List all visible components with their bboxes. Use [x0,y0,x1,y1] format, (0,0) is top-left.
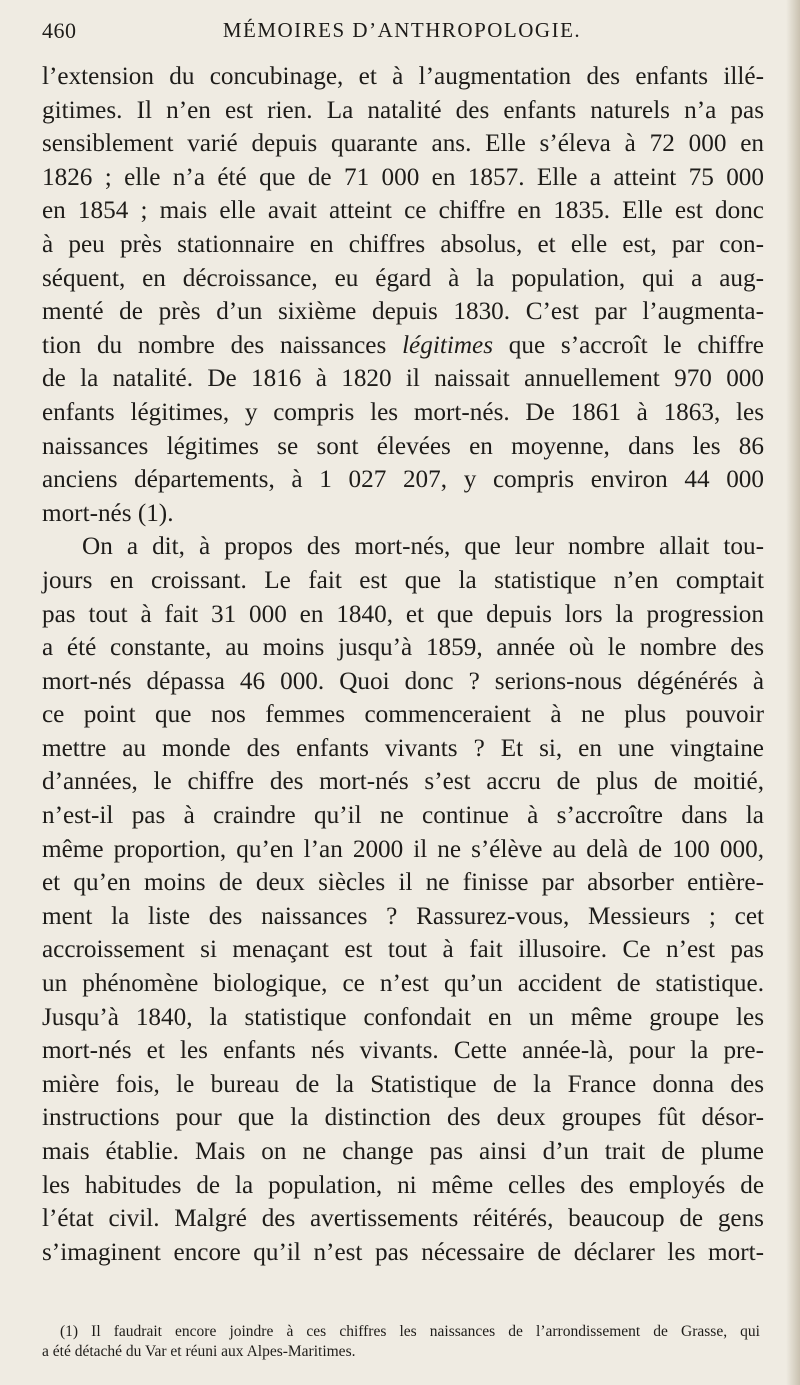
body-line-text: tion du nombre des naissances [42,331,403,359]
body-line: mort-nés (1). [42,499,174,527]
body-line: ce point que nos femmes commenceraient à ne plus pouvoir [42,701,764,729]
body-line: sensiblement varié depuis quarante ans. Elle s’éleva à 72 000 en [42,130,764,158]
body-line: l’état civil. Malgré des avertissements réitérés, beaucoup de gens [42,1205,764,1233]
body-line: les habitudes de la population, ni même celles des employés de [42,1171,764,1199]
body-line: mettre au monde des enfants vivants ? Et si, en une vingtaine [42,734,764,762]
body-line: anciens départements, à 1 027 207, y compris environ 44 000 [42,466,764,494]
body-line: menté de près d’un sixième depuis 1830. C’est par l’augmenta- [42,298,764,326]
page-edge-shadow [786,0,800,1385]
body-line: accroissement si menaçant est tout à fait illusoire. Ce n’est pas [42,936,764,964]
body-line: même proportion, qu’en l’an 2000 il ne s’élève au delà de 100 000, [42,835,764,863]
body-line: enfants légitimes, y compris les mort-nés. De 1861 à 1863, les [42,398,764,426]
body-line: s’imaginent encore qu’il n’est pas nécessaire de déclarer les mort- [42,1238,764,1266]
body-line: à peu près stationnaire en chiffres absolus, et elle est, par con- [42,230,764,258]
body-line: Jusqu’à 1840, la statistique confondait en un même groupe les [42,1003,764,1031]
footnote [42,1322,760,1362]
body-line: d’années, le chiffre des mort-nés s’est accru de plus de moitié, [42,768,764,796]
body-line: et qu’en moins de deux siècles il ne finisse par absorber entière- [42,869,764,897]
emphasis-text: légitimes [402,331,493,359]
body-line: l’extension du concubinage, et à l’augmentation des enfants illé- [42,63,764,90]
body-line: mort-nés et les enfants nés vivants. Cette année-là, pour la pre- [42,1037,764,1065]
body-line: instructions pour que la distinction des deux groupes fût désor- [42,1104,764,1132]
body-line: mort-nés dépassa 46 000. Quoi donc ? serions-nous dégénérés à [42,667,764,695]
body-line: 1826 ; elle n’a été que de 71 000 en 1857. Elle a atteint 75 000 [42,163,764,191]
page-header [42,18,762,48]
footnote-line: (1) Il faudrait encore joindre à ces chiffres les naissances de l’arrondissement de Grasse, qui [60,1323,760,1340]
body-line: gitimes. Il n’en est rien. La natalité des enfants naturels n’a pas [42,96,764,124]
body-line: a été constante, au moins jusqu’à 1859, année où le nombre des [42,634,764,662]
footnote-line: a été détaché du Var et réuni aux Alpes-Maritimes. [42,1343,356,1360]
running-title: MÉMOIRES D’ANTHROPOLOGIE. [222,18,582,42]
body-line: naissances légitimes se sont élevées en moyenne, dans les 86 [42,432,764,460]
body-line: pas tout à fait 31 000 en 1840, et que depuis lors la progression [42,600,764,628]
body-line: de la natalité. De 1816 à 1820 il naissait annuellement 970 000 [42,365,764,393]
body-line: ment la liste des naissances ? Rassurez-vous, Messieurs ; cet [42,902,764,930]
page-number: 460 [42,18,77,43]
body-line: n’est-il pas à craindre qu’il ne continue à s’accroître dans la [42,802,764,830]
body-line: un phénomène biologique, ce n’est qu’un accident de statistique. [42,970,764,998]
body-line: jours en croissant. Le fait est que la statistique n’en comptait [42,566,764,594]
body-line: séquent, en décroissance, eu égard à la population, qui a aug- [42,264,764,292]
body-line: mais établie. Mais on ne change pas ainsi d’un trait de plume [42,1138,764,1165]
body-line: mière fois, le bureau de la Statistique de la France donna des [42,1070,764,1098]
body-line: en 1854 ; mais elle avait atteint ce chiffre en 1835. Elle est donc [42,197,764,225]
body-line-text: que s’accroît le chiffre [493,331,764,359]
body-text [42,60,764,1269]
body-line: On a dit, à propos des mort-nés, que leur nombre allait tou- [82,533,764,561]
body-line [42,329,764,363]
